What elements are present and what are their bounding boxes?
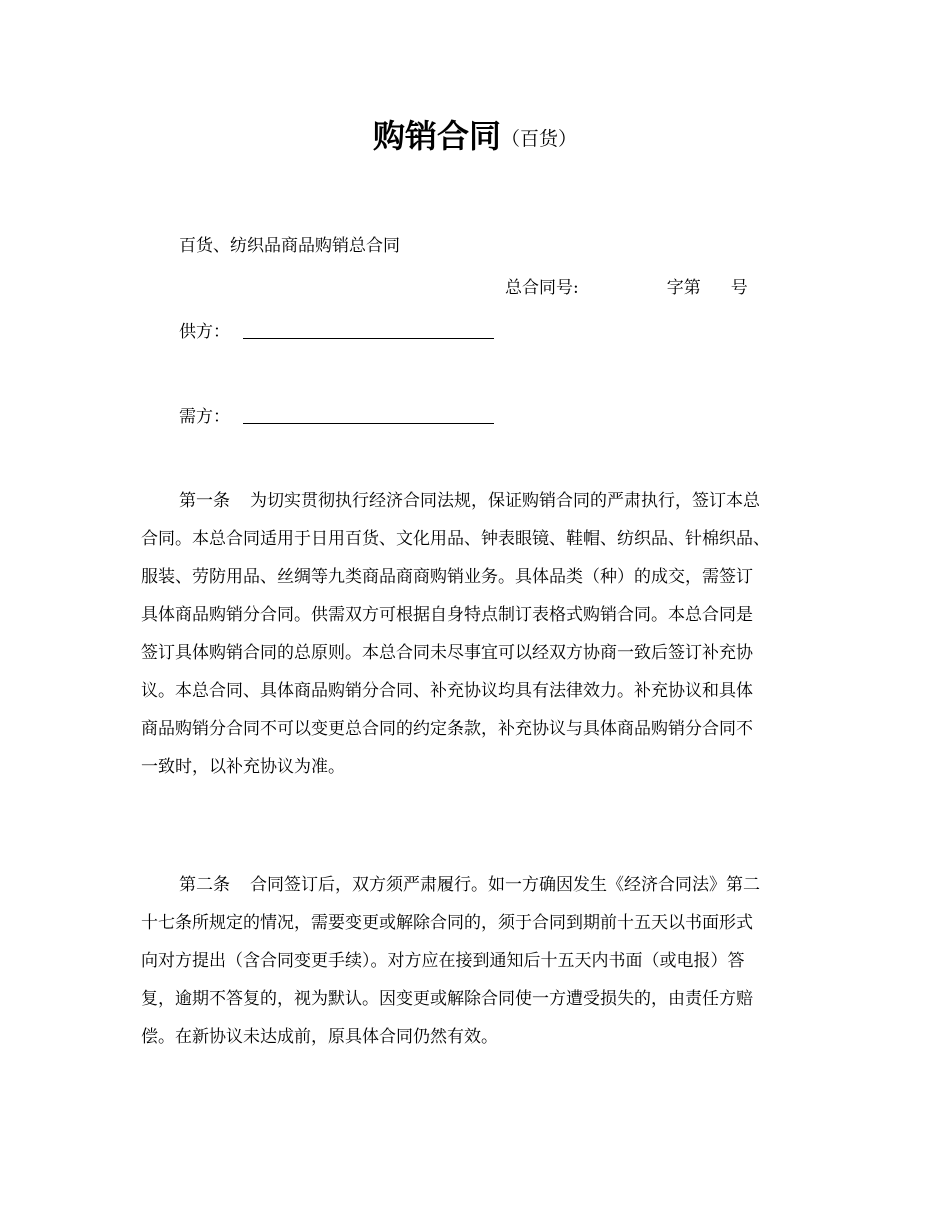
article-1-line: 服装、劳防用品、丝绸等九类商品商商购销业务。具体品类（种）的成交，需签订	[141, 567, 753, 587]
contract-number-hao: 号	[730, 278, 748, 298]
article-2-heading: 第二条	[179, 875, 230, 895]
title-main: 购销合同	[372, 117, 501, 155]
article-2-line: 向对方提出（含合同变更手续）。对方应在接到通知后十五天内书面（或电报）答	[141, 951, 745, 971]
article-1-line: 商品购销分合同不可以变更总合同的约定条款，补充协议与具体商品购销分合同不	[141, 719, 753, 739]
title-sub: （百货）	[501, 128, 578, 150]
supplier-blank-line	[243, 338, 494, 339]
buyer-blank-line	[243, 423, 494, 424]
document-title	[0, 114, 950, 164]
article-1-line: 具体商品购销分合同。供需双方可根据自身特点制订表格式购销合同。本总合同是	[141, 605, 753, 625]
contract-number-label: 总合同号:	[505, 278, 579, 298]
article-1-line: 合同。本总合同适用于日用百货、文化用品、钟表眼镜、鞋帽、纺织品、针棉织品、	[141, 529, 770, 549]
supplier-label: 供方：	[179, 322, 230, 342]
article-1-heading: 第一条	[179, 491, 230, 511]
contract-number-zi: 字第	[666, 278, 701, 298]
contract-subtitle: 百货、纺织品商品购销总合同	[179, 236, 400, 256]
article-1	[141, 482, 813, 786]
buyer-label: 需方：	[179, 407, 230, 427]
article-1-line: 为切实贯彻执行经济合同法规，保证购销合同的严肃执行，签订本总	[250, 491, 760, 511]
article-2-line: 复，逾期不答复的，视为默认。因变更或解除合同使一方遭受损失的，由责任方赔	[141, 989, 753, 1009]
contract-number	[505, 278, 748, 298]
article-1-line: 议。本总合同、具体商品购销分合同、补充协议均具有法律效力。补充协议和具体	[141, 681, 753, 701]
article-2-line: 合同签订后，双方须严肃履行。如一方确因发生《经济合同法》第二	[250, 875, 760, 895]
article-2	[141, 866, 813, 1056]
article-1-line: 一致时，以补充协议为准。	[141, 757, 345, 777]
article-2-line: 偿。在新协议未达成前，原具体合同仍然有效。	[141, 1027, 498, 1047]
article-2-line: 十七条所规定的情况，需要变更或解除合同的，须于合同到期前十五天以书面形式	[141, 913, 753, 933]
article-1-line: 签订具体购销合同的总原则。本总合同未尽事宜可以经双方协商一致后签订补充协	[141, 643, 753, 663]
